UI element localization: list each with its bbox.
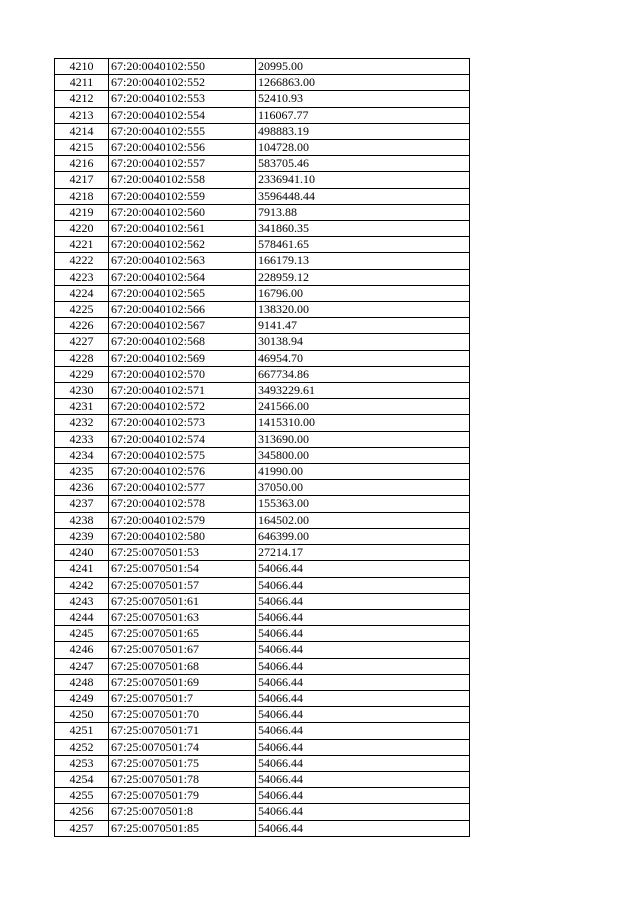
table-row — [55, 496, 470, 512]
row-number-cell: 4237 — [55, 496, 109, 512]
row-number-cell: 4214 — [55, 123, 109, 139]
row-number-cell: 4233 — [55, 431, 109, 447]
table-row — [55, 415, 470, 431]
table-row — [55, 447, 470, 463]
row-number-cell: 4217 — [55, 172, 109, 188]
table-row — [55, 221, 470, 237]
amount-cell: 41990.00 — [256, 464, 470, 480]
table-row — [55, 480, 470, 496]
cadastral-number-cell: 67:20:0040102:555 — [109, 123, 256, 139]
row-number-cell: 4250 — [55, 707, 109, 723]
cadastral-number-cell: 67:25:0070501:57 — [109, 577, 256, 593]
row-number-cell: 4232 — [55, 415, 109, 431]
table-row — [55, 431, 470, 447]
cadastral-number-cell: 67:20:0040102:571 — [109, 383, 256, 399]
table-row — [55, 269, 470, 285]
cadastral-number-cell: 67:20:0040102:557 — [109, 156, 256, 172]
amount-cell: 345800.00 — [256, 447, 470, 463]
row-number-cell: 4235 — [55, 464, 109, 480]
cadastral-number-cell: 67:20:0040102:567 — [109, 318, 256, 334]
cadastral-number-cell: 67:25:0070501:65 — [109, 626, 256, 642]
row-number-cell: 4251 — [55, 723, 109, 739]
table-row — [55, 642, 470, 658]
row-number-cell: 4213 — [55, 107, 109, 123]
row-number-cell: 4227 — [55, 334, 109, 350]
amount-cell: 54066.44 — [256, 739, 470, 755]
cadastral-number-cell: 67:25:0070501:74 — [109, 739, 256, 755]
amount-cell: 37050.00 — [256, 480, 470, 496]
amount-cell: 104728.00 — [256, 140, 470, 156]
row-number-cell: 4242 — [55, 577, 109, 593]
row-number-cell: 4228 — [55, 350, 109, 366]
cadastral-number-cell: 67:20:0040102:576 — [109, 464, 256, 480]
cadastral-number-cell: 67:20:0040102:552 — [109, 75, 256, 91]
row-number-cell: 4222 — [55, 253, 109, 269]
table-row — [55, 383, 470, 399]
amount-cell: 30138.94 — [256, 334, 470, 350]
row-number-cell: 4257 — [55, 820, 109, 836]
amount-cell: 313690.00 — [256, 431, 470, 447]
row-number-cell: 4215 — [55, 140, 109, 156]
table-row — [55, 399, 470, 415]
table-row — [55, 75, 470, 91]
cadastral-number-cell: 67:20:0040102:572 — [109, 399, 256, 415]
amount-cell: 54066.44 — [256, 658, 470, 674]
cadastral-number-cell: 67:20:0040102:561 — [109, 221, 256, 237]
amount-cell: 667734.86 — [256, 366, 470, 382]
cadastral-number-cell: 67:25:0070501:68 — [109, 658, 256, 674]
row-number-cell: 4219 — [55, 204, 109, 220]
table-row — [55, 59, 470, 75]
row-number-cell: 4252 — [55, 739, 109, 755]
row-number-cell: 4253 — [55, 755, 109, 771]
row-number-cell: 4221 — [55, 237, 109, 253]
row-number-cell: 4220 — [55, 221, 109, 237]
amount-cell: 16796.00 — [256, 285, 470, 301]
table-row — [55, 334, 470, 350]
cadastral-number-cell: 67:20:0040102:559 — [109, 188, 256, 204]
amount-cell: 578461.65 — [256, 237, 470, 253]
row-number-cell: 4239 — [55, 528, 109, 544]
cadastral-number-cell: 67:20:0040102:565 — [109, 285, 256, 301]
table-row — [55, 512, 470, 528]
table-row — [55, 755, 470, 771]
table-row — [55, 820, 470, 836]
amount-cell: 54066.44 — [256, 723, 470, 739]
table-row — [55, 107, 470, 123]
amount-cell: 54066.44 — [256, 593, 470, 609]
amount-cell: 46954.70 — [256, 350, 470, 366]
table-row — [55, 156, 470, 172]
cadastral-number-cell: 67:25:0070501:79 — [109, 788, 256, 804]
cadastral-number-cell: 67:20:0040102:575 — [109, 447, 256, 463]
cadastral-number-cell: 67:20:0040102:577 — [109, 480, 256, 496]
table-row — [55, 237, 470, 253]
cadastral-number-cell: 67:20:0040102:560 — [109, 204, 256, 220]
cadastral-number-cell: 67:20:0040102:566 — [109, 302, 256, 318]
row-number-cell: 4225 — [55, 302, 109, 318]
amount-cell: 54066.44 — [256, 788, 470, 804]
cadastral-number-cell: 67:20:0040102:579 — [109, 512, 256, 528]
row-number-cell: 4240 — [55, 545, 109, 561]
cadastral-number-cell: 67:20:0040102:562 — [109, 237, 256, 253]
table-row — [55, 609, 470, 625]
data-table — [54, 58, 470, 837]
table-row — [55, 123, 470, 139]
table-row — [55, 690, 470, 706]
table-row — [55, 577, 470, 593]
row-number-cell: 4245 — [55, 626, 109, 642]
amount-cell: 228959.12 — [256, 269, 470, 285]
cadastral-number-cell: 67:20:0040102:578 — [109, 496, 256, 512]
table-row — [55, 366, 470, 382]
row-number-cell: 4234 — [55, 447, 109, 463]
amount-cell: 52410.93 — [256, 91, 470, 107]
table-row — [55, 561, 470, 577]
cadastral-number-cell: 67:25:0070501:75 — [109, 755, 256, 771]
amount-cell: 241566.00 — [256, 399, 470, 415]
amount-cell: 54066.44 — [256, 609, 470, 625]
cadastral-number-cell: 67:20:0040102:573 — [109, 415, 256, 431]
amount-cell: 116067.77 — [256, 107, 470, 123]
table-row — [55, 350, 470, 366]
table-row — [55, 788, 470, 804]
amount-cell: 54066.44 — [256, 820, 470, 836]
row-number-cell: 4241 — [55, 561, 109, 577]
row-number-cell: 4238 — [55, 512, 109, 528]
amount-cell: 54066.44 — [256, 755, 470, 771]
table-row — [55, 804, 470, 820]
amount-cell: 2336941.10 — [256, 172, 470, 188]
cadastral-number-cell: 67:25:0070501:7 — [109, 690, 256, 706]
table-row — [55, 545, 470, 561]
table-row — [55, 674, 470, 690]
amount-cell: 583705.46 — [256, 156, 470, 172]
cadastral-number-cell: 67:20:0040102:558 — [109, 172, 256, 188]
amount-cell: 54066.44 — [256, 674, 470, 690]
amount-cell: 3493229.61 — [256, 383, 470, 399]
table-row — [55, 658, 470, 674]
table-row — [55, 204, 470, 220]
amount-cell: 1415310.00 — [256, 415, 470, 431]
table-row — [55, 302, 470, 318]
row-number-cell: 4244 — [55, 609, 109, 625]
table-row — [55, 318, 470, 334]
cadastral-number-cell: 67:20:0040102:568 — [109, 334, 256, 350]
amount-cell: 646399.00 — [256, 528, 470, 544]
row-number-cell: 4231 — [55, 399, 109, 415]
amount-cell: 54066.44 — [256, 642, 470, 658]
row-number-cell: 4236 — [55, 480, 109, 496]
row-number-cell: 4249 — [55, 690, 109, 706]
amount-cell: 9141.47 — [256, 318, 470, 334]
amount-cell: 54066.44 — [256, 690, 470, 706]
cadastral-number-cell: 67:25:0070501:85 — [109, 820, 256, 836]
cadastral-number-cell: 67:20:0040102:580 — [109, 528, 256, 544]
cadastral-number-cell: 67:25:0070501:71 — [109, 723, 256, 739]
cadastral-number-cell: 67:20:0040102:564 — [109, 269, 256, 285]
cadastral-number-cell: 67:25:0070501:70 — [109, 707, 256, 723]
amount-cell: 54066.44 — [256, 577, 470, 593]
table-row — [55, 253, 470, 269]
table-row — [55, 91, 470, 107]
cadastral-number-cell: 67:25:0070501:8 — [109, 804, 256, 820]
amount-cell: 54066.44 — [256, 561, 470, 577]
table-row — [55, 626, 470, 642]
amount-cell: 54066.44 — [256, 626, 470, 642]
row-number-cell: 4248 — [55, 674, 109, 690]
amount-cell: 164502.00 — [256, 512, 470, 528]
cadastral-number-cell: 67:25:0070501:67 — [109, 642, 256, 658]
amount-cell: 27214.17 — [256, 545, 470, 561]
cadastral-number-cell: 67:25:0070501:63 — [109, 609, 256, 625]
table-row — [55, 528, 470, 544]
table-row — [55, 464, 470, 480]
row-number-cell: 4243 — [55, 593, 109, 609]
cadastral-number-cell: 67:20:0040102:553 — [109, 91, 256, 107]
amount-cell: 155363.00 — [256, 496, 470, 512]
amount-cell: 166179.13 — [256, 253, 470, 269]
table-row — [55, 172, 470, 188]
cadastral-number-cell: 67:25:0070501:53 — [109, 545, 256, 561]
cadastral-number-cell: 67:20:0040102:554 — [109, 107, 256, 123]
table-row — [55, 593, 470, 609]
row-number-cell: 4216 — [55, 156, 109, 172]
table-row — [55, 285, 470, 301]
row-number-cell: 4230 — [55, 383, 109, 399]
row-number-cell: 4256 — [55, 804, 109, 820]
cadastral-number-cell: 67:25:0070501:78 — [109, 771, 256, 787]
amount-cell: 7913.88 — [256, 204, 470, 220]
amount-cell: 1266863.00 — [256, 75, 470, 91]
row-number-cell: 4229 — [55, 366, 109, 382]
table-row — [55, 723, 470, 739]
row-number-cell: 4246 — [55, 642, 109, 658]
cadastral-number-cell: 67:20:0040102:563 — [109, 253, 256, 269]
row-number-cell: 4212 — [55, 91, 109, 107]
row-number-cell: 4224 — [55, 285, 109, 301]
amount-cell: 54066.44 — [256, 804, 470, 820]
row-number-cell: 4223 — [55, 269, 109, 285]
amount-cell: 54066.44 — [256, 771, 470, 787]
cadastral-number-cell: 67:25:0070501:61 — [109, 593, 256, 609]
table-row — [55, 188, 470, 204]
table-row — [55, 707, 470, 723]
table-row — [55, 771, 470, 787]
amount-cell: 54066.44 — [256, 707, 470, 723]
amount-cell: 138320.00 — [256, 302, 470, 318]
amount-cell: 20995.00 — [256, 59, 470, 75]
cadastral-number-cell: 67:25:0070501:69 — [109, 674, 256, 690]
row-number-cell: 4210 — [55, 59, 109, 75]
table-body — [55, 59, 470, 837]
amount-cell: 341860.35 — [256, 221, 470, 237]
cadastral-number-cell: 67:20:0040102:574 — [109, 431, 256, 447]
cadastral-number-cell: 67:20:0040102:556 — [109, 140, 256, 156]
table-row — [55, 140, 470, 156]
cadastral-number-cell: 67:25:0070501:54 — [109, 561, 256, 577]
row-number-cell: 4218 — [55, 188, 109, 204]
row-number-cell: 4255 — [55, 788, 109, 804]
cadastral-number-cell: 67:20:0040102:569 — [109, 350, 256, 366]
row-number-cell: 4247 — [55, 658, 109, 674]
row-number-cell: 4211 — [55, 75, 109, 91]
cadastral-number-cell: 67:20:0040102:550 — [109, 59, 256, 75]
row-number-cell: 4226 — [55, 318, 109, 334]
amount-cell: 3596448.44 — [256, 188, 470, 204]
cadastral-number-cell: 67:20:0040102:570 — [109, 366, 256, 382]
row-number-cell: 4254 — [55, 771, 109, 787]
amount-cell: 498883.19 — [256, 123, 470, 139]
table-row — [55, 739, 470, 755]
